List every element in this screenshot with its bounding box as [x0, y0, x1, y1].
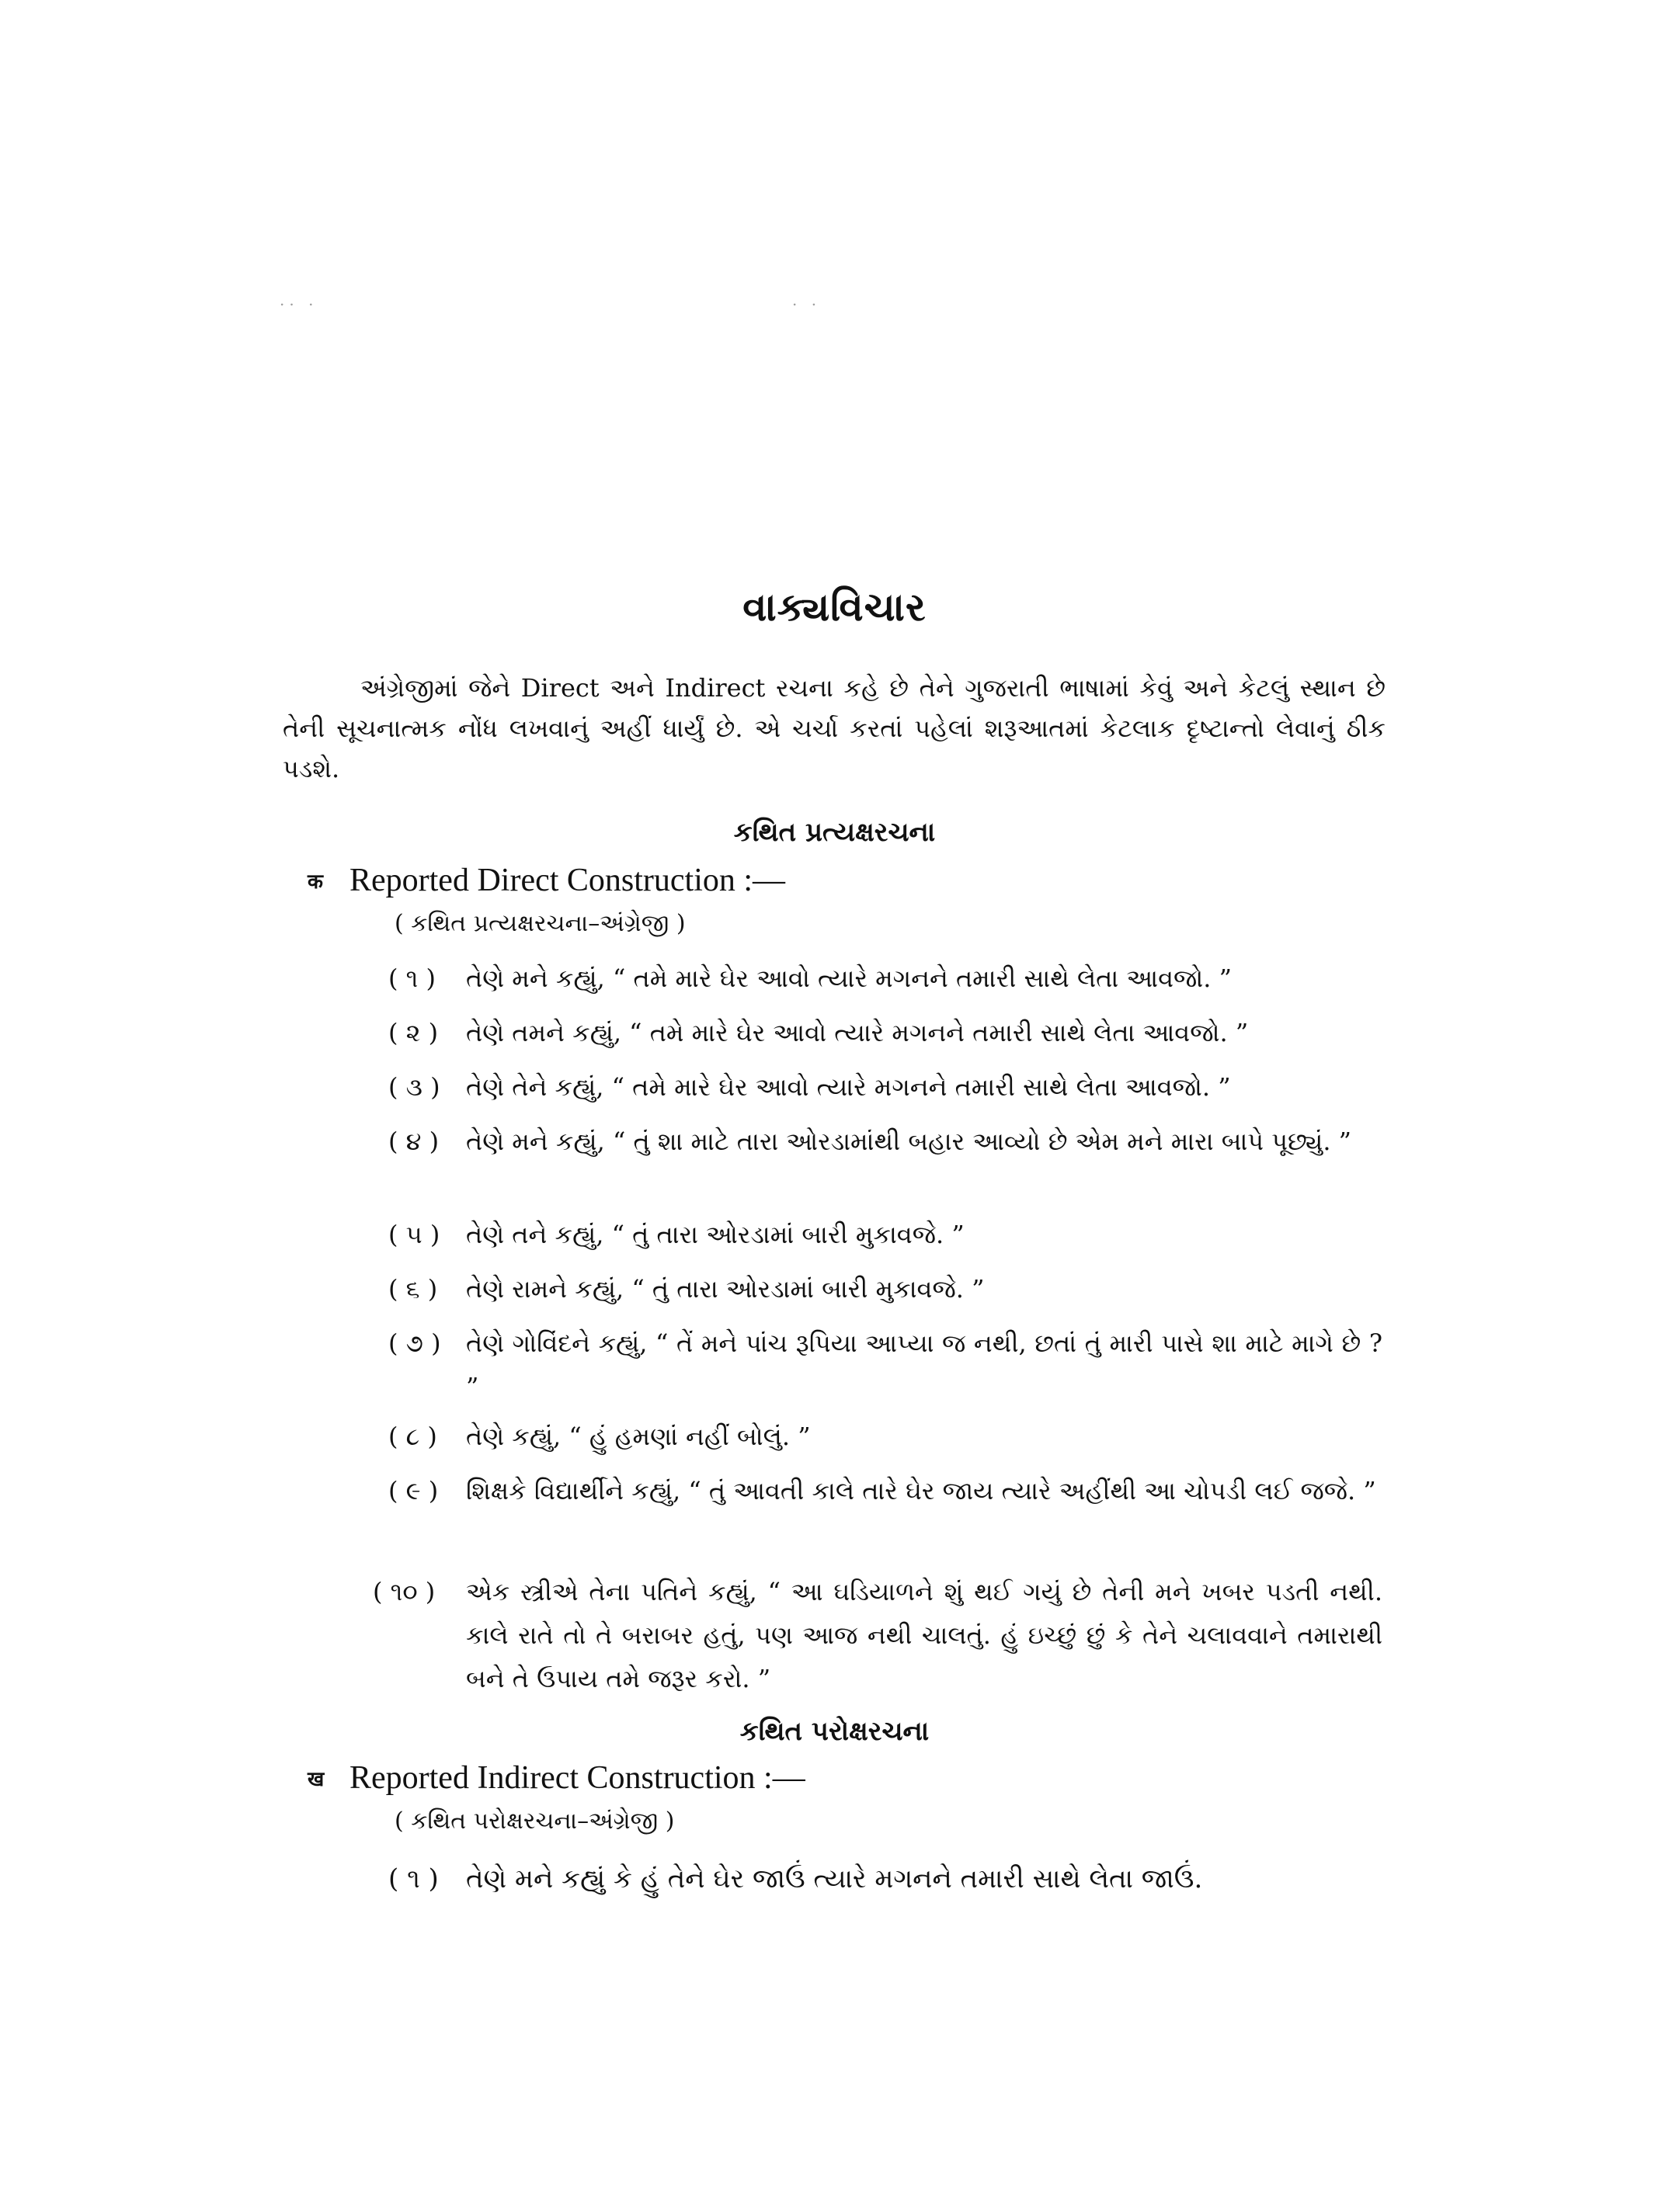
- section-a-heading: કથિત પ્રત્યક્ષરચના: [733, 817, 936, 848]
- item-number: ( ૪ ): [388, 1127, 440, 1156]
- section-b-english-heading: [308, 1759, 805, 1797]
- item-text: તેણે રામને કહ્યું, “ તું તારા ઓરડામાં બારી મુકાવજે. ”: [466, 1274, 985, 1304]
- item-text: તેણે કહ્યું, “ હું હમણાં નહીં બોલું. ”: [466, 1422, 811, 1451]
- list-item: [373, 1570, 1382, 1700]
- item-number: ( ૨ ): [388, 1018, 439, 1047]
- section-a-subheading: ( કથિત પ્રત્યક્ષરચના–અંગ્રેજી ): [395, 910, 686, 937]
- list-item: [388, 1321, 1382, 1408]
- item-number: ( ૩ ): [388, 1072, 440, 1102]
- list-item: [388, 1857, 1382, 1901]
- section-b-subheading: ( કથિત પરોક્ષરચના–અંગ્રેજી ): [395, 1807, 675, 1835]
- item-text: શિક્ષકે વિદ્યાર્થીને કહ્યું, “ તું આવતી કાલે તારે ઘેર જાય ત્યારે અહીંથી આ ચોપડી લઈ જજે. ”: [466, 1476, 1376, 1505]
- section-b-marker: ख: [308, 1768, 325, 1790]
- item-text: તેણે મને કહ્યું, “ તમે મારે ઘેર આવો ત્યારે મગનને તમારી સાથે લેતા આવજો. ”: [466, 964, 1232, 993]
- item-text: તેણે તને કહ્યું, “ તું તારા ઓરડામાં બારી મુકાવજે. ”: [466, 1220, 965, 1249]
- scan-speck-center: · ·: [792, 295, 822, 314]
- item-text: તેણે તેને કહ્યું, “ તમે મારે ઘેર આવો ત્યારે મગનને તમારી સાથે લેતા આવજો. ”: [466, 1072, 1231, 1102]
- intro-paragraph: અંગ્રેજીમાં જેને Direct અને Indirect રચના કહે છે તેને ગુજરાતી ભાષામાં કેવું અને કેટલું સ્થાન છે તેની સૂચનાત્મક નોંધ લખવાનું અહીં ધાર્યું છે. એ ચર્ચા કરતાં પહેલાં શરૂઆતમાં કેટલાક દૃષ્ટાન્તો લેવાનું ઠીક પડશે.: [283, 673, 1386, 783]
- list-item: [388, 957, 1382, 1000]
- list-item: [388, 1267, 1382, 1311]
- list-item: [388, 1213, 1382, 1256]
- item-text: એક સ્ત્રીએ તેના પતિને કહ્યું, “ આ ઘડિયાળને શું થઈ ગયું છે તેની મને ખબર પડતી નથી. કાલે રાતે તો તે બરાબર હતું, પણ આજ નથી ચાલતું. હું ઇચ્છું છું કે તેને ચલાવવાને તમારાથી બને તે ઉપાય તમે જરૂર કરો. ”: [466, 1577, 1382, 1693]
- scan-speck-left: ·· ·: [280, 295, 318, 314]
- section-a-english-heading: [308, 862, 786, 899]
- item-number: ( ૯ ): [388, 1476, 439, 1505]
- section-a-marker: क: [308, 870, 323, 893]
- list-item: [388, 1415, 1382, 1458]
- item-number: ( ૧ ): [388, 964, 436, 993]
- item-text: તેણે મને કહ્યું કે હું તેને ઘેર જાઉં ત્યારે મગનને તમારી સાથે લેતા જાઉં.: [466, 1863, 1203, 1894]
- item-number: ( ૧ ): [388, 1863, 439, 1894]
- item-text: તેણે તમને કહ્યું, “ તમે મારે ઘેર આવો ત્યારે મગનને તમારી સાથે લેતા આવજો. ”: [466, 1018, 1249, 1047]
- item-number: ( ૮ ): [388, 1422, 437, 1451]
- item-number: ( ૭ ): [388, 1328, 441, 1358]
- list-item: [388, 1065, 1382, 1109]
- item-number: ( ૧૦ ): [373, 1577, 436, 1606]
- item-text: તેણે મને કહ્યું, “ તું શા માટે તારા ઓરડામાંથી બહાર આવ્યો છે એમ મને મારા બાપે પૂછ્યું. ”: [466, 1127, 1352, 1156]
- section-a-english-heading-text: Reported Direct Construction :—: [349, 863, 786, 898]
- list-item: [388, 1469, 1382, 1512]
- list-item: [388, 1011, 1382, 1054]
- page-title: વાક્યવિચાર: [742, 584, 927, 630]
- item-number: ( ૫ ): [388, 1220, 440, 1249]
- item-text: તેણે ગોવિંદને કહ્યું, “ તેં મને પાંચ રૂપિયા આપ્યા જ નથી, છતાં તું મારી પાસે શા માટે માગે છે ? ”: [466, 1328, 1382, 1401]
- section-b-heading: કથિત પરોક્ષરચના: [739, 1716, 930, 1747]
- section-b-english-heading-text: Reported Indirect Construction :—: [349, 1760, 805, 1796]
- item-number: ( ૬ ): [388, 1274, 438, 1304]
- list-item: [388, 1120, 1382, 1163]
